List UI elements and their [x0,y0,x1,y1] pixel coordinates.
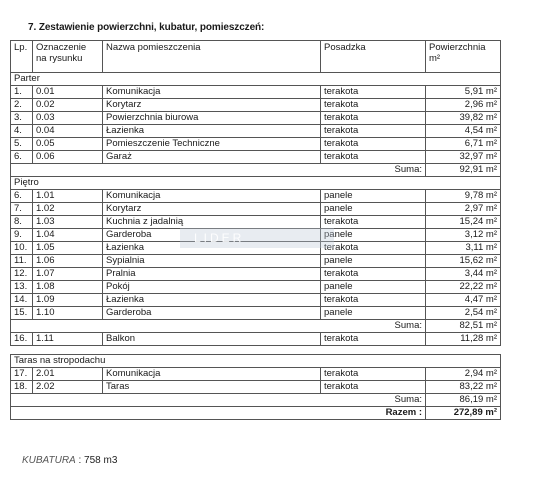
cell-area: 4,54 m² [426,125,501,138]
cell-code: 0.03 [33,112,103,125]
cell-code: 1.11 [33,333,103,346]
cell-area: 3,44 m² [426,268,501,281]
spacer-row [11,346,501,355]
header-name: Nazwa pomieszczenia [103,41,321,73]
cell-lp: 17. [11,368,33,381]
sum-row-label: Suma: [11,394,426,407]
cell-code: 1.07 [33,268,103,281]
cell-floor: terakota [321,242,426,255]
cell-floor: terakota [321,216,426,229]
cell-floor: panele [321,190,426,203]
cell-code: 2.01 [33,368,103,381]
cell-area: 4,47 m² [426,294,501,307]
sum-row-label: Suma: [11,164,426,177]
cell-floor: terakota [321,151,426,164]
section-label: Parter [11,73,501,86]
sum-row-value: 86,19 m² [426,394,501,407]
table-row [11,86,501,99]
cell-area: 3,12 m² [426,229,501,242]
cell-name: Sypialnia [103,255,321,268]
cell-lp: 7. [11,203,33,216]
cell-area: 15,62 m² [426,255,501,268]
cell-lp: 1. [11,86,33,99]
cell-floor: panele [321,307,426,320]
header-area: Powierzchnia m² [426,41,501,73]
cell-lp: 14. [11,294,33,307]
cell-lp: 18. [11,381,33,394]
cell-area: 6,71 m² [426,138,501,151]
cell-lp: 15. [11,307,33,320]
volume-label: KUBATURA [22,455,76,466]
cell-code: 0.02 [33,99,103,112]
cell-floor: panele [321,255,426,268]
cell-lp: 9. [11,229,33,242]
cell-floor: panele [321,203,426,216]
cell-code: 1.08 [33,281,103,294]
cell-code: 1.10 [33,307,103,320]
table-row [11,333,501,346]
table-row [11,368,501,381]
cell-lp: 16. [11,333,33,346]
cell-floor: terakota [321,125,426,138]
table-row [11,255,501,268]
cell-floor: panele [321,281,426,294]
spacer-cell [11,346,501,355]
sum-row-value: 92,91 m² [426,164,501,177]
cell-code: 1.06 [33,255,103,268]
cell-area: 2,97 m² [426,203,501,216]
cell-code: 1.02 [33,203,103,216]
cell-lp: 4. [11,125,33,138]
cell-name: Balkon [103,333,321,346]
table-row [11,307,501,320]
cell-floor: terakota [321,138,426,151]
table-row [11,294,501,307]
cell-area: 83,22 m² [426,381,501,394]
cell-code: 1.03 [33,216,103,229]
cell-name: Korytarz [103,99,321,112]
section-label: Taras na stropodachu [11,355,501,368]
volume-footer [22,455,117,466]
total-row-label: Razem : [11,407,426,420]
cell-lp: 3. [11,112,33,125]
cell-name: Łazienka [103,242,321,255]
cell-code: 0.04 [33,125,103,138]
cell-area: 9,78 m² [426,190,501,203]
cell-name: Powierzchnia biurowa [103,112,321,125]
table-row [11,138,501,151]
table-row [11,151,501,164]
cell-area: 3,11 m² [426,242,501,255]
cell-lp: 6. [11,151,33,164]
header-lp: Lp. [11,41,33,73]
cell-area: 11,28 m² [426,333,501,346]
header-floor: Posadzka [321,41,426,73]
cell-area: 22,22 m² [426,281,501,294]
cell-floor: terakota [321,268,426,281]
cell-name: Korytarz [103,203,321,216]
cell-area: 2,96 m² [426,99,501,112]
cell-floor: terakota [321,381,426,394]
table-row [11,112,501,125]
table-header-row [11,41,501,73]
total-row [11,407,501,420]
cell-name: Komunikacja [103,368,321,381]
cell-area: 32,97 m² [426,151,501,164]
cell-floor: terakota [321,294,426,307]
cell-name: Komunikacja [103,86,321,99]
table-row [11,190,501,203]
cell-code: 1.05 [33,242,103,255]
volume-value: : 758 m3 [78,455,118,466]
cell-lp: 2. [11,99,33,112]
cell-name: Taras [103,381,321,394]
table-row [11,125,501,138]
cell-lp: 5. [11,138,33,151]
cell-code: 0.06 [33,151,103,164]
total-row-value: 272,89 m² [426,407,501,420]
cell-floor: terakota [321,333,426,346]
cell-name: Garaż [103,151,321,164]
cell-name: Łazienka [103,294,321,307]
cell-lp: 8. [11,216,33,229]
cell-name: Garderoba [103,229,321,242]
table-row [11,381,501,394]
watermark: LIDER [180,228,334,248]
cell-code: 1.04 [33,229,103,242]
cell-name: Pralnia [103,268,321,281]
cell-floor: terakota [321,112,426,125]
sum-row [11,394,501,407]
cell-name: Kuchnia z jadalnią [103,216,321,229]
sum-row-label: Suma: [11,320,426,333]
section-row [11,177,501,190]
header-code: Oznaczenie na rysunku [33,41,103,73]
cell-floor: terakota [321,86,426,99]
cell-code: 1.01 [33,190,103,203]
cell-name: Garderoba [103,307,321,320]
cell-floor: panele [321,229,426,242]
cell-lp: 10. [11,242,33,255]
cell-floor: terakota [321,368,426,381]
section-row [11,73,501,86]
cell-code: 1.09 [33,294,103,307]
sum-row-value: 82,51 m² [426,320,501,333]
cell-area: 2,94 m² [426,368,501,381]
cell-lp: 12. [11,268,33,281]
cell-lp: 11. [11,255,33,268]
cell-lp: 6. [11,190,33,203]
cell-code: 0.05 [33,138,103,151]
cell-lp: 13. [11,281,33,294]
document-title: 7. Zestawienie powierzchni, kubatur, pomieszczeń: [28,22,265,33]
cell-name: Komunikacja [103,190,321,203]
cell-area: 5,91 m² [426,86,501,99]
table-row [11,99,501,112]
sum-row [11,164,501,177]
cell-name: Pomieszczenie Techniczne [103,138,321,151]
section-row [11,355,501,368]
table-row [11,268,501,281]
cell-area: 2,54 m² [426,307,501,320]
sum-row [11,320,501,333]
cell-floor: terakota [321,99,426,112]
cell-name: Pokój [103,281,321,294]
section-label: Piętro [11,177,501,190]
cell-name: Łazienka [103,125,321,138]
table-row [11,281,501,294]
table-row [11,216,501,229]
cell-area: 39,82 m² [426,112,501,125]
cell-code: 0.01 [33,86,103,99]
table-row [11,203,501,216]
cell-code: 2.02 [33,381,103,394]
cell-area: 15,24 m² [426,216,501,229]
